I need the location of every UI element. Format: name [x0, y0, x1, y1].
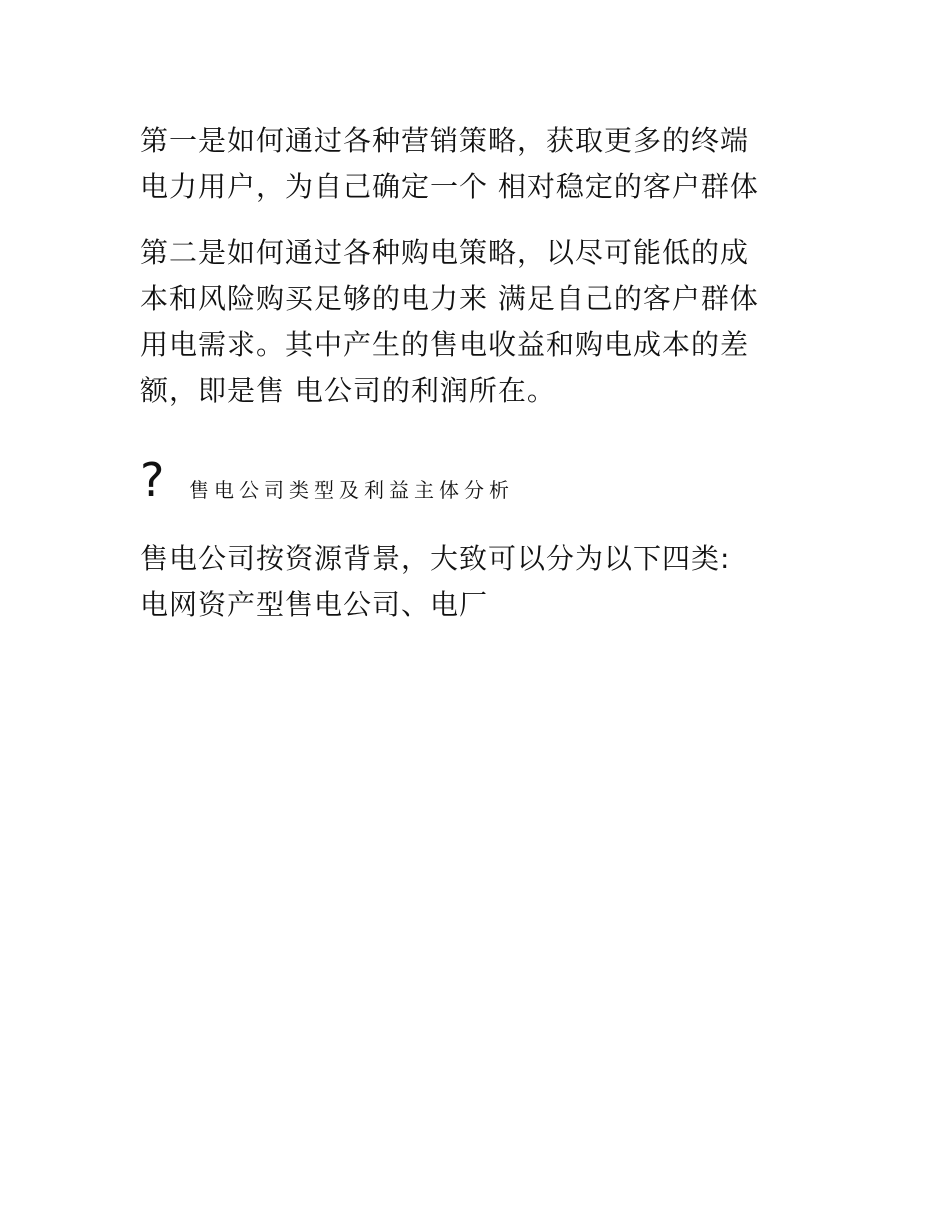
paragraph-line: 电网资产型售电公司、电厂: [140, 588, 489, 621]
paragraph-line: 额，即是售 电公司的利润所在。: [140, 374, 556, 407]
paragraph-line: 电力用户，为自己确定一个 相对稳定的客户群体: [140, 170, 759, 203]
paragraph-line: 用电需求。其中产生的售电收益和购电成本的差: [140, 328, 750, 361]
bullet-marker: ?: [140, 453, 165, 507]
paragraph-line: 第二是如何通过各种购电策略，以尽可能低的成: [140, 236, 750, 269]
paragraph-line: 第一是如何通过各种营销策略，获取更多的终端: [140, 124, 750, 157]
section-heading-text: 售电公司类型及利益主体分析: [189, 478, 514, 502]
section-heading: [140, 452, 830, 508]
paragraph-line: 本和风险购买足够的电力来 满足自己的客户群体: [140, 282, 759, 315]
paragraph-purchase-strategy: [140, 230, 830, 414]
paragraph-marketing-strategy: [140, 118, 830, 210]
paragraph-line: 售电公司按资源背景，大致可以分为以下四类:: [140, 542, 731, 575]
paragraph-company-types: [140, 536, 830, 628]
